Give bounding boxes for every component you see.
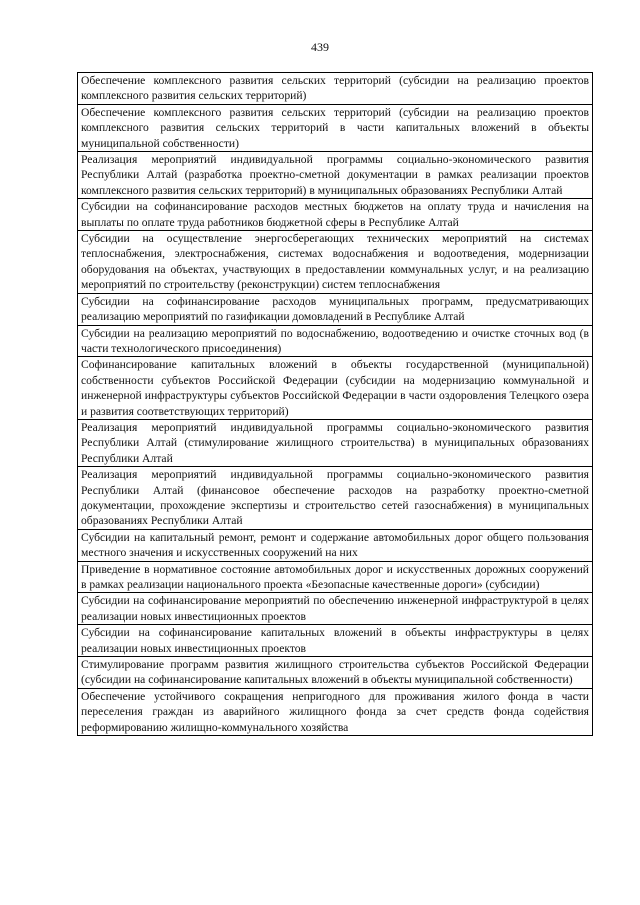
table-row [78,657,593,689]
table-cell: Реализация мероприятий индивидуальной программы социально-экономического развития Республики Алтай (разработка проектно-сметной документации в рамках реализации проектов комплексного развития сельских территорий) в муниципальных образованиях Республики Алтай [78,152,593,199]
table-cell: Субсидии на софинансирование мероприятий по обеспечению инженерной инфраструктурой в целях реализации новых инвестиционных проектов [78,593,593,625]
table-row [78,625,593,657]
subsidies-table [77,72,593,736]
table-row [78,293,593,325]
table-row [78,467,593,530]
table-row [78,73,593,105]
table-cell: Субсидии на реализацию мероприятий по водоснабжению, водоотведению и очистке сточных вод (в части технологического присоединения) [78,325,593,357]
table-cell: Обеспечение устойчивого сокращения непригодного для проживания жилого фонда в части переселения граждан из аварийного жилищного фонда за счет средств фонда содействия реформированию жилищно-коммунального хозяйства [78,688,593,735]
table-cell: Обеспечение комплексного развития сельских территорий (субсидии на реализацию проектов комплексного развития сельских территорий в части капитальных вложений в объекты муниципальной собственности) [78,104,593,151]
table-row [78,357,593,420]
table-row [78,104,593,151]
table-row [78,325,593,357]
table-row [78,593,593,625]
table-cell: Субсидии на софинансирование капитальных вложений в объекты инфраструктуры в целях реализации новых инвестиционных проектов [78,625,593,657]
table-row [78,419,593,466]
table-cell: Софинансирование капитальных вложений в объекты государственной (муниципальной) собственности субъектов Российской Федерации (субсидии на модернизацию коммунальной и инженерной инфраструктуры субъектов Российской Федерации в части оздоровления Телецкого озера и развития соответствующих территорий) [78,357,593,420]
table-cell: Приведение в нормативное состояние автомобильных дорог и искусственных дорожных сооружений в рамках реализации национального проекта «Безопасные качественные дороги» (субсидии) [78,561,593,593]
table-cell: Субсидии на софинансирование расходов местных бюджетов на оплату труда и начисления на выплаты по оплате труда работников бюджетной сферы в Республике Алтай [78,199,593,231]
table-cell: Обеспечение комплексного развития сельских территорий (субсидии на реализацию проектов комплексного развития сельских территорий) [78,73,593,105]
table-cell: Стимулирование программ развития жилищного строительства субъектов Российской Федерации (субсидии на софинансирование капитальных вложений в объекты муниципальной собственности) [78,657,593,689]
table-row [78,152,593,199]
table-row [78,529,593,561]
table-cell: Субсидии на осуществление энергосберегающих технических мероприятий на системах теплоснабжения, электроснабжения, системах водоснабжения и водоотведения, модернизации оборудования на объектах, участвующих в предоставлении коммунальных услуг, и на реализацию мероприятий по строительству (реконструкции) систем теплоснабжения [78,231,593,294]
table-cell: Реализация мероприятий индивидуальной программы социально-экономического развития Республики Алтай (финансовое обеспечение расходов на разработку проектно-сметной документации, прохождение экспертизы и строительство сетей газоснабжения) в муниципальных образованиях Республики Алтай [78,467,593,530]
table-row [78,231,593,294]
table-row [78,561,593,593]
table-row [78,199,593,231]
table-cell: Субсидии на софинансирование расходов муниципальных программ, предусматривающих реализацию мероприятий по газификации домовладений в Республике Алтай [78,293,593,325]
page-number: 439 [311,40,329,54]
table-cell: Реализация мероприятий индивидуальной программы социально-экономического развития Республики Алтай (стимулирование жилищного строительства) в муниципальных образованиях Республики Алтай [78,419,593,466]
table-cell: Субсидии на капитальный ремонт, ремонт и содержание автомобильных дорог общего пользования местного значения и искусственных сооружений на них [78,529,593,561]
table-row [78,688,593,735]
